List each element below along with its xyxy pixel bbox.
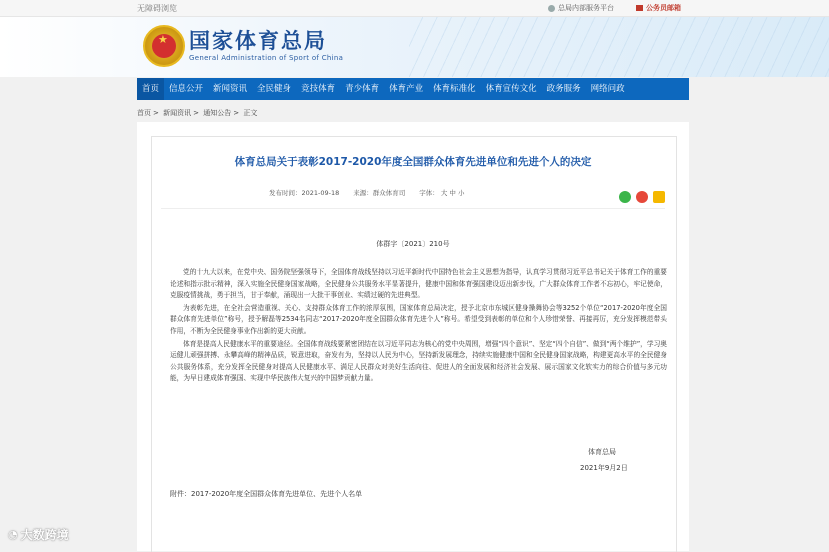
watermark (8, 526, 69, 543)
nav-item-competitive[interactable]: 竞技体育 (301, 84, 336, 94)
nav-item-news[interactable]: 新闻资讯 (213, 84, 248, 94)
intranet-label: 总局内部服务平台 (558, 4, 614, 12)
font-size-switch[interactable]: 字体： 大 中 小 (419, 189, 465, 197)
document-number: 体群字〔2021〕210号 (376, 240, 450, 248)
article-paragraph: 党的十九大以来，在党中央、国务院坚强领导下，全国体育战线坚持以习近平新时代中国特色社会主义思想为指导，认真学习贯彻习近平总书记关于体育工作的重要论述和指示批示精神，深入实施全民健身国家战略，全民健身公共服务水平显著提升，健康中国和体育强国建设迈出新步伐，广大群众体育工作者不忘初心，牢记使命，克服疫情挑战，勇于担当，甘于奉献，涌现出一大批干事创业、实绩过硬的先进典型。 (170, 268, 667, 300)
article-paragraph: 体育是提高人民健康水平的重要途径。全国体育战线要紧密团结在以习近平同志为核心的党中央周围，增强“四个意识”、坚定“四个自信”、做到“两个维护”，学习奥运健儿顽强拼搏、永攀高峰的精神品质，锐意进取，奋发有为，坚持以人民为中心，坚持新发展理念，持续实施健康中国和全民健身国家战略，构建更高水平的全民健身公共服务体系，充分发挥全民健身对提高人民健康水平、满足人民群众对美好生活向往、促进人的全面发展和经济社会发展、展示国家文化软实力的综合价值与多元功能，为早日建成体育强国、实现中华民族伟大复兴的中国梦贡献力量。 (170, 339, 667, 383)
nav-item-industry[interactable]: 体育产业 (389, 84, 424, 94)
article-body (170, 267, 667, 386)
attachment-link[interactable]: 附件：2017-2020年度全国群众体育先进单位、先进个人名单 (170, 490, 363, 498)
breadcrumb-notices[interactable]: 通知公告 (203, 109, 232, 117)
weibo-share-icon[interactable] (636, 191, 648, 203)
nav-item-services[interactable]: 政务服务 (546, 84, 581, 94)
mail-icon (636, 5, 643, 11)
watermark-logo-icon: ◔ (8, 528, 18, 541)
breadcrumb: 首页 > 新闻资讯 > 通知公告 > 正文 (137, 109, 258, 117)
article-meta (269, 188, 464, 197)
mail-label: 公务员邮箱 (646, 4, 681, 12)
header-decoration (409, 17, 829, 77)
article-panel (137, 122, 689, 551)
site-subtitle: General Administration of Sport of China (189, 54, 344, 62)
wechat-share-icon[interactable] (619, 191, 631, 203)
nav-item-standards[interactable]: 体育标准化 (433, 84, 476, 94)
globe-icon (548, 5, 555, 12)
top-utility-bar (0, 0, 829, 17)
nav-item-fitness[interactable]: 全民健身 (257, 84, 292, 94)
meta-divider (161, 208, 665, 209)
site-title[interactable]: 国家体育总局 (189, 29, 327, 53)
main-nav (137, 78, 689, 100)
nav-item-home[interactable]: 首页 (137, 78, 164, 100)
article-title: 体育总局关于表彰2017-2020年度全国群众体育先进单位和先进个人的决定 (234, 156, 592, 168)
accessibility-link[interactable]: 无障碍浏览 (137, 4, 177, 13)
mail-link[interactable] (636, 3, 681, 13)
breadcrumb-news[interactable]: 新闻资讯 (163, 109, 192, 117)
national-emblem-logo[interactable]: ★ (143, 25, 185, 67)
publish-date: 发布时间：2021-09-18 (269, 189, 340, 197)
article-date: 2021年9月2日 (580, 464, 628, 472)
site-header (0, 17, 829, 77)
nav-item-culture[interactable]: 体育宣传文化 (485, 84, 537, 94)
share-buttons (619, 191, 665, 203)
breadcrumb-current: 正文 (243, 109, 258, 117)
nav-item-info[interactable]: 信息公开 (169, 84, 204, 94)
intranet-link[interactable] (548, 3, 614, 13)
watermark-text: 大数跨境 (20, 528, 69, 542)
nav-item-youth[interactable]: 青少体育 (345, 84, 380, 94)
qzone-share-icon[interactable] (653, 191, 665, 203)
nav-item-inquiry[interactable]: 网络问政 (590, 84, 625, 94)
article-signature: 体育总局 (588, 448, 616, 456)
breadcrumb-home[interactable]: 首页 (137, 109, 151, 117)
article-source: 来源：群众体育司 (353, 189, 406, 197)
article-paragraph: 为表彰先进，在全社会营造重视、关心、支持群众体育工作的浓厚氛围，国家体育总局决定，授予北京市东城区健身操舞协会等3252个单位“2017-2020年度全国群众体育先进单位”称号，授予解磊等2534名同志“2017-2020年度全国群众体育先进个人”称号。希望受到表彰的单位和个人珍惜荣誉、再接再厉，充分发挥模范带头作用，不断为全民健身事业作出新的更大贡献。 (170, 303, 667, 335)
